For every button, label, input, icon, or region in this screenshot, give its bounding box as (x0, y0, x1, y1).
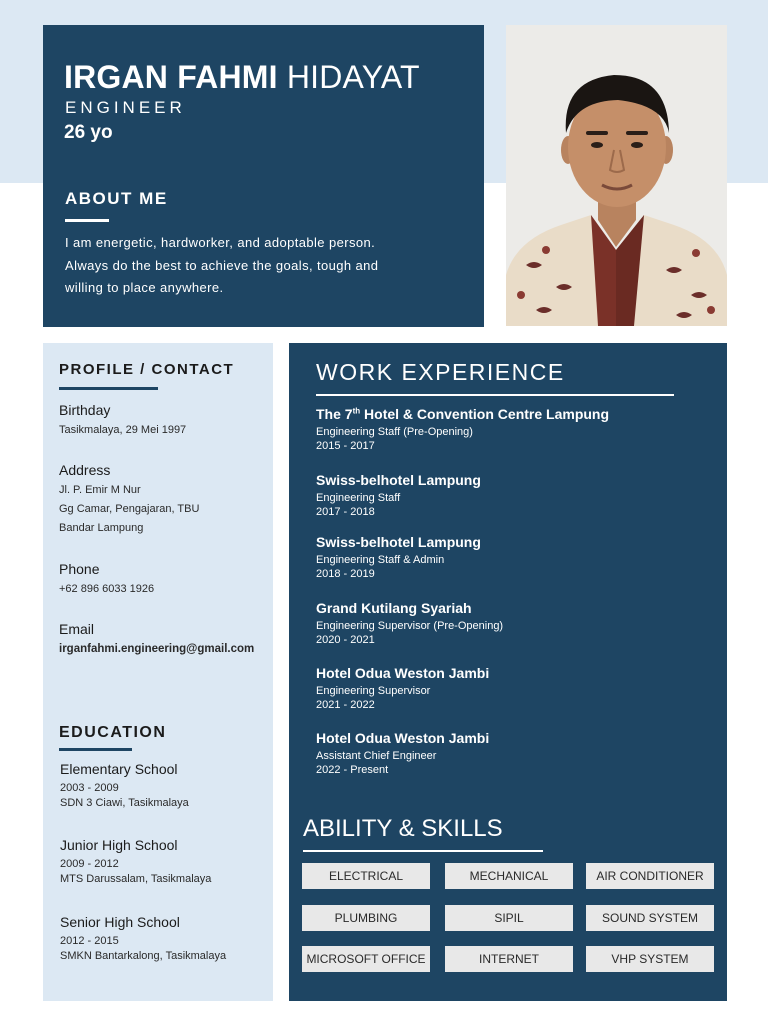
address-label: Address (59, 462, 111, 478)
skill-badge: AIR CONDITIONER (586, 863, 714, 889)
job-entry (316, 730, 716, 777)
job-period: 2020 - 2021 (316, 634, 375, 646)
skill-badge: VHP SYSTEM (586, 946, 714, 972)
education-school: Junior High School (60, 837, 178, 853)
job-role: Engineering Supervisor (316, 685, 431, 697)
job-company: Swiss-belhotel Lampung (316, 534, 481, 550)
skill-badge: INTERNET (445, 946, 573, 972)
job-company-text: Hotel & Convention Centre Lampung (360, 406, 610, 422)
education-period: 2003 - 2009 (60, 782, 119, 794)
job-company: Hotel Odua Weston Jambi (316, 665, 490, 681)
job-company-text: The 7 (316, 406, 353, 422)
address-line: Gg Camar, Pengajaran, TBU (59, 503, 200, 515)
about-me-heading: ABOUT ME (65, 189, 168, 208)
job-entry (316, 406, 716, 453)
email-value: irganfahmi.engineering@gmail.com (59, 643, 255, 655)
job-entry (316, 472, 716, 519)
job-entry (316, 665, 716, 712)
address-line: Bandar Lampung (59, 522, 144, 534)
about-me-rule (65, 219, 109, 222)
job-role-title: ENGINEER (65, 98, 186, 117)
skill-badge: ELECTRICAL (302, 863, 430, 889)
profile-photo (506, 25, 727, 326)
education-heading: EDUCATION (59, 724, 167, 741)
skills-rule (303, 850, 543, 852)
left-panel (43, 343, 273, 1001)
education-place: SDN 3 Ciawi, Tasikmalaya (60, 797, 189, 809)
job-company-sup: th (352, 406, 361, 416)
job-company: Hotel Odua Weston Jambi (316, 730, 490, 746)
education-period: 2009 - 2012 (60, 858, 119, 870)
email-label: Email (59, 621, 95, 637)
address-line: Jl. P. Emir M Nur (59, 484, 141, 496)
education-rule (59, 748, 132, 751)
work-experience-rule (316, 394, 674, 396)
name-bold: IRGAN FAHMI (64, 59, 278, 95)
phone-label: Phone (59, 561, 100, 577)
job-role: Assistant Chief Engineer (316, 750, 437, 762)
job-period: 2018 - 2019 (316, 568, 375, 580)
about-me-text (65, 232, 435, 300)
full-name (64, 58, 420, 96)
job-period: 2021 - 2022 (316, 699, 375, 711)
job-company: Swiss-belhotel Lampung (316, 472, 481, 488)
skill-badge: SIPIL (445, 905, 573, 931)
phone-value: +62 896 6033 1926 (59, 583, 155, 595)
about-line: I am energetic, hardworker, and adoptable person. (65, 235, 376, 250)
education-place: MTS Darussalam, Tasikmalaya (60, 873, 212, 885)
job-role: Engineering Staff (316, 492, 401, 504)
skill-badge: SOUND SYSTEM (586, 905, 714, 931)
job-role: Engineering Supervisor (Pre-Opening) (316, 620, 504, 632)
about-line: willing to place anywhere. (65, 280, 224, 295)
job-period: 2017 - 2018 (316, 506, 375, 518)
skill-badge: PLUMBING (302, 905, 430, 931)
right-panel (289, 343, 727, 1001)
job-period: 2022 - Present (316, 764, 389, 776)
about-line: Always do the best to achieve the goals, tough and (65, 257, 379, 273)
job-company (316, 406, 716, 422)
name-light: HIDAYAT (286, 59, 420, 95)
skill-badge: MICROSOFT OFFICE (302, 946, 430, 972)
birthday-value: Tasikmalaya, 29 Mei 1997 (59, 424, 187, 436)
profile-contact-rule (59, 387, 158, 390)
job-company: Grand Kutilang Syariah (316, 600, 472, 616)
job-period: 2015 - 2017 (316, 440, 375, 452)
skill-badge: MECHANICAL (445, 863, 573, 889)
profile-contact-heading: PROFILE / CONTACT (59, 361, 235, 378)
work-experience-heading: WORK EXPERIENCE (316, 359, 565, 385)
job-entry (316, 534, 716, 581)
age: 26 yo (64, 122, 113, 143)
education-place: SMKN Bantarkalong, Tasikmalaya (60, 950, 227, 962)
education-period: 2012 - 2015 (60, 935, 119, 947)
job-role: Engineering Staff & Admin (316, 554, 445, 566)
education-school: Senior High School (60, 914, 180, 930)
education-school: Elementary School (60, 761, 178, 777)
job-role: Engineering Staff (Pre-Opening) (316, 426, 473, 438)
job-entry (316, 600, 716, 647)
portrait-illustration (506, 25, 727, 326)
birthday-label: Birthday (59, 402, 111, 418)
skills-heading: ABILITY & SKILLS (303, 815, 503, 842)
header-panel (43, 25, 484, 327)
